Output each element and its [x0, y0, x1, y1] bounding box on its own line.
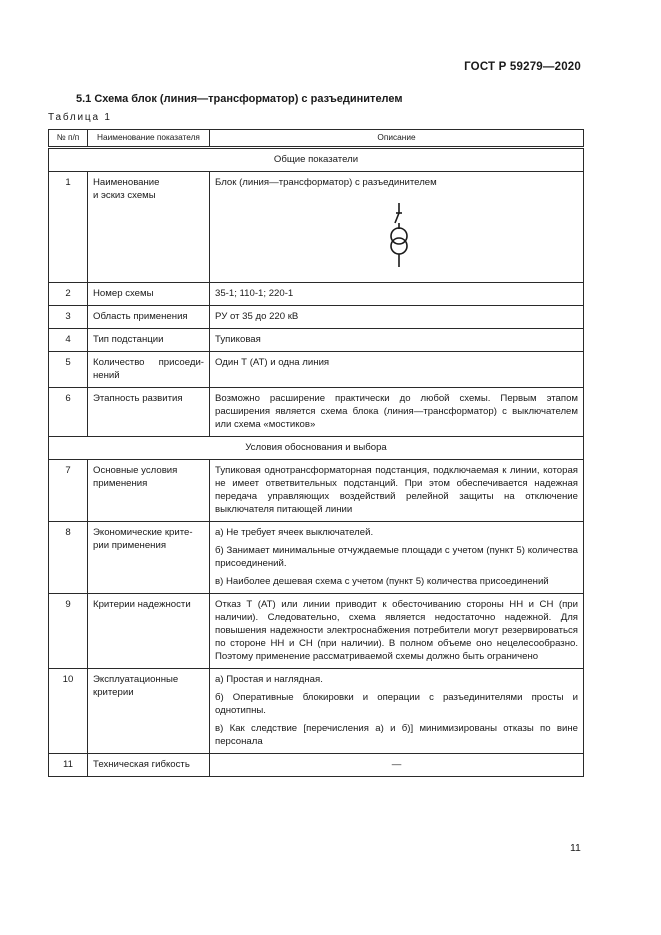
section-row-general — [49, 148, 584, 172]
description — [210, 754, 584, 777]
line-transformer-disconnector-schematic — [385, 203, 413, 267]
row-number: 6 — [49, 388, 88, 437]
row-number: 4 — [49, 329, 88, 352]
table-row — [49, 669, 584, 754]
indicator-name: Тип подстанции — [88, 329, 210, 352]
description-paragraph: Блок (линия—трансформатор) с разъединителем — [215, 177, 437, 188]
description — [210, 283, 584, 306]
column-header-indicator: Наименование показателя — [88, 130, 210, 148]
row-number: 7 — [49, 460, 88, 522]
row-number: 3 — [49, 306, 88, 329]
table-caption: Таблица 1 — [48, 112, 112, 123]
row-number: 9 — [49, 594, 88, 669]
indicator-name: Наименование и эскиз схемы — [88, 172, 210, 283]
table-row — [49, 754, 584, 777]
table-row — [49, 283, 584, 306]
indicator-name: Область применения — [88, 306, 210, 329]
table-row — [49, 522, 584, 594]
description-paragraph: Один Т (АТ) и одна линия — [215, 357, 330, 368]
specification-table — [48, 129, 584, 777]
column-header-description: Описание — [210, 130, 584, 148]
document-code: ГОСТ Р 59279—2020 — [464, 61, 581, 73]
table-row — [49, 172, 584, 283]
description-paragraph: в) Как следствие [перечисления а) и б)] минимизированы отказы по вине персонала — [215, 723, 578, 747]
description — [210, 329, 584, 352]
indicator-name: Критерии надежности — [88, 594, 210, 669]
section-title: 5.1 Схема блок (линия—трансформатор) с разъединителем — [76, 93, 403, 105]
description-paragraph: а) Не требует ячеек выключателей. — [215, 527, 374, 538]
description-paragraph: Тупиковая однотрансформаторная подстанция, подключаемая к линии, которая не имеет ответвительных подстанций. При этом обеспечивается надежная передача управляющих воздействий релейной защиты на отключение выключателя питающей линии — [215, 465, 578, 515]
table-row — [49, 352, 584, 388]
description — [210, 669, 584, 754]
indicator-name: Эксплуатационные критерии — [88, 669, 210, 754]
table-row — [49, 306, 584, 329]
row-number: 1 — [49, 172, 88, 283]
description-paragraph: б) Занимает минимальные отчуждаемые площади с учетом (пункт 5) количества присоединений. — [215, 545, 578, 569]
description-paragraph: 35-1; 110-1; 220-1 — [215, 288, 294, 299]
description — [210, 460, 584, 522]
description-paragraph: — — [391, 759, 402, 770]
column-header-number: № п/п — [49, 130, 88, 148]
page-number: 11 — [570, 842, 581, 854]
description — [210, 594, 584, 669]
description — [210, 172, 584, 283]
description-paragraph: Тупиковая — [215, 334, 261, 345]
section-heading: Условия обоснования и выбора — [49, 437, 584, 460]
description-paragraph: в) Наиболее дешевая схема с учетом (пункт 5) количества присоединений — [215, 576, 549, 587]
indicator-name: Количество присоеди- нений — [88, 352, 210, 388]
description-paragraph: б) Оперативные блокировки и операции с разъединителями просты и однотипны. — [215, 692, 578, 716]
row-number: 2 — [49, 283, 88, 306]
row-number: 11 — [49, 754, 88, 777]
description-paragraph: Отказ Т (АТ) или линии приводит к обесточиванию стороны НН и СН (при наличии). Следовательно, схема является недостаточно надежной. Для повышения надежности электроснабжения потребители могут резервироваться по стороне НН и СН (при наличии). В полном объеме оно нецелесообразно. Поэтому применение рассматриваемой схемы должно быть ограничено — [215, 599, 578, 662]
table-row — [49, 460, 584, 522]
indicator-name: Номер схемы — [88, 283, 210, 306]
description-paragraph: Возможно расширение практически до любой схемы. Первым этапом расширения является схема блока (линия—трансформатор) с выключателем или схема «мостиков» — [215, 393, 578, 430]
section-row-conditions — [49, 437, 584, 460]
table-header-row — [49, 130, 584, 148]
section-heading: Общие показатели — [49, 148, 584, 172]
row-number: 10 — [49, 669, 88, 754]
table-row — [49, 594, 584, 669]
indicator-name: Экономические крите- рии применения — [88, 522, 210, 594]
description-paragraph: а) Простая и наглядная. — [215, 674, 323, 685]
row-number: 5 — [49, 352, 88, 388]
indicator-name: Техническая гибкость — [88, 754, 210, 777]
indicator-name: Этапность развития — [88, 388, 210, 437]
description — [210, 388, 584, 437]
table-row — [49, 388, 584, 437]
row-number: 8 — [49, 522, 88, 594]
indicator-name: Основные условия применения — [88, 460, 210, 522]
description — [210, 352, 584, 388]
table-row — [49, 329, 584, 352]
table-body — [49, 148, 584, 777]
description — [210, 522, 584, 594]
description-paragraph: РУ от 35 до 220 кВ — [215, 311, 299, 322]
description — [210, 306, 584, 329]
